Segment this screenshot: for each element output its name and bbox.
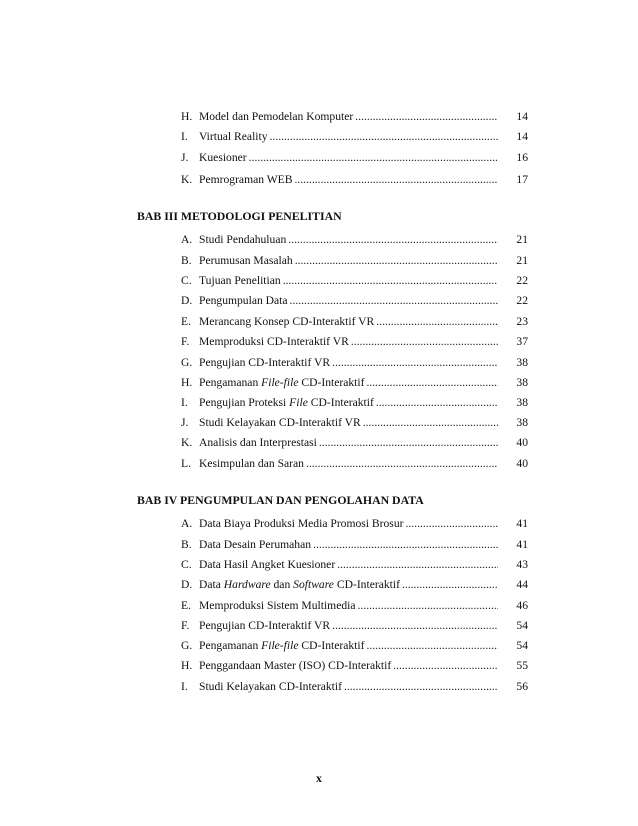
toc-entry-letter: I. [181, 396, 188, 409]
toc-entry-title: Pengamanan File-file CD-Interaktif [199, 639, 365, 652]
toc-entry-title: Pengujian CD-Interaktif VR [199, 619, 331, 632]
toc-entry-page: 17 [516, 173, 528, 186]
toc-entry-letter: K. [181, 173, 193, 186]
toc-entry [181, 434, 528, 452]
chapter-heading: BAB III METODOLOGI PENELITIAN [137, 209, 342, 223]
toc-entry-title: Memproduksi CD-Interaktif VR [199, 335, 349, 348]
toc-entry-letter: J. [181, 151, 189, 164]
toc-entry [181, 515, 528, 533]
toc-entry [181, 576, 528, 594]
toc-entry-letter: G. [181, 639, 193, 652]
toc-entry-letter: K. [181, 436, 193, 449]
toc-entry [181, 536, 528, 554]
toc-entry-page: 22 [516, 294, 528, 307]
toc-entry-page: 54 [516, 639, 528, 652]
toc-entry-title: Data Desain Perumahan [199, 538, 312, 551]
toc-entry [181, 597, 528, 615]
toc-entry [181, 414, 528, 432]
toc-entry [181, 354, 528, 372]
toc-entry-letter: F. [181, 335, 190, 348]
toc-entry [181, 252, 528, 270]
toc-entry [181, 333, 528, 351]
toc-entry [181, 128, 528, 146]
toc-entry [181, 272, 528, 290]
toc-entry-letter: I. [181, 130, 188, 143]
toc-entry-letter: I. [181, 680, 188, 693]
toc-entry-letter: H. [181, 659, 193, 672]
toc-entry-title: Data Hasil Angket Kuesioner [199, 558, 336, 571]
toc-entry [181, 149, 528, 167]
toc-entry-page: 37 [516, 335, 528, 348]
toc-entry-title: Kesimpulan dan Saran [199, 457, 304, 470]
toc-entry-title: Penggandaan Master (ISO) CD-Interaktif [199, 659, 392, 672]
toc-entry-page: 38 [516, 376, 528, 389]
toc-entry-letter: L. [181, 457, 191, 470]
toc-entry-page: 55 [516, 659, 528, 672]
toc-entry-letter: E. [181, 599, 191, 612]
toc-entry-page: 41 [516, 517, 528, 530]
toc-entry-title: Studi Pendahuluan [199, 233, 287, 246]
toc-entry-letter: A. [181, 233, 193, 246]
toc-entry-title: Pengujian CD-Interaktif VR [199, 356, 331, 369]
toc-entry-letter: D. [181, 294, 193, 307]
toc-entry-letter: G. [181, 356, 193, 369]
toc-entry-page: 38 [516, 396, 528, 409]
toc-entry-page: 16 [516, 151, 528, 164]
toc-entry-letter: E. [181, 315, 191, 328]
toc-entry-page: 41 [516, 538, 528, 551]
toc-entry-title: Pengamanan File-file CD-Interaktif [199, 376, 365, 389]
toc-entry-page: 22 [516, 274, 528, 287]
toc-entry-letter: D. [181, 578, 193, 591]
toc-entry-title: Memproduksi Sistem Multimedia [199, 599, 356, 612]
toc-entry-title: Data Hardware dan Software CD-Interaktif [199, 578, 400, 591]
toc-entry-title: Perumusan Masalah [199, 254, 293, 267]
toc-entry-page: 46 [516, 599, 528, 612]
toc-entry-page: 38 [516, 416, 528, 429]
toc-entry-title: Studi Kelayakan CD-Interaktif [199, 680, 342, 693]
toc-entry-title: Pengujian Proteksi File CD-Interaktif [199, 396, 374, 409]
toc-entry-page: 40 [516, 436, 528, 449]
toc-entry-title: Analisis dan Interprestasi [199, 436, 317, 449]
toc-entry [181, 394, 528, 412]
page-number: x [316, 773, 322, 785]
toc-entry-letter: A. [181, 517, 193, 530]
toc-entry-page: 54 [516, 619, 528, 632]
toc-entry [181, 108, 528, 126]
toc-entry [181, 657, 528, 675]
toc-entry-letter: C. [181, 274, 192, 287]
toc-entry-letter: H. [181, 110, 193, 123]
toc-entry-letter: C. [181, 558, 192, 571]
toc-entry-title: Studi Kelayakan CD-Interaktif VR [199, 416, 361, 429]
toc-entry-page: 23 [516, 315, 528, 328]
toc-entry-title: Model dan Pemodelan Komputer [199, 110, 354, 123]
chapter-heading: BAB IV PENGUMPULAN DAN PENGOLAHAN DATA [137, 493, 424, 507]
toc-entry-letter: F. [181, 619, 190, 632]
toc-entry-letter: B. [181, 538, 192, 551]
toc-entry-page: 14 [516, 130, 528, 143]
toc-entry-page: 38 [516, 356, 528, 369]
toc-entry-title: Merancang Konsep CD-Interaktif VR [199, 315, 375, 328]
toc-entry-page: 40 [516, 457, 528, 470]
toc-entry-letter: J. [181, 416, 189, 429]
toc-entry [181, 678, 528, 696]
toc-entry-page: 14 [516, 110, 528, 123]
toc-entry [181, 637, 528, 655]
toc-entry [181, 556, 528, 574]
toc-entry [181, 617, 528, 635]
toc-entry-title: Kuesioner [199, 151, 247, 164]
toc-entry-letter: H. [181, 376, 193, 389]
toc-entry-title: Pengumpulan Data [199, 294, 288, 307]
toc-entry-letter: B. [181, 254, 192, 267]
toc-entry-page: 21 [516, 254, 528, 267]
toc-entry-page: 56 [516, 680, 528, 693]
toc-entry-page: 21 [516, 233, 528, 246]
toc-entry [181, 171, 528, 189]
toc-entry-title: Virtual Reality [199, 130, 268, 143]
toc-entry [181, 374, 528, 392]
toc-entry-page: 44 [516, 578, 528, 591]
toc-entry-title: Pemrograman WEB [199, 173, 293, 186]
toc-entry [181, 292, 528, 310]
toc-entry [181, 231, 528, 249]
toc-entry-page: 43 [516, 558, 528, 571]
toc-entry-title: Tujuan Penelitian [199, 274, 281, 287]
toc-entry-title: Data Biaya Produksi Media Promosi Brosur [199, 517, 404, 530]
toc-entry [181, 455, 528, 473]
toc-entry [181, 313, 528, 331]
